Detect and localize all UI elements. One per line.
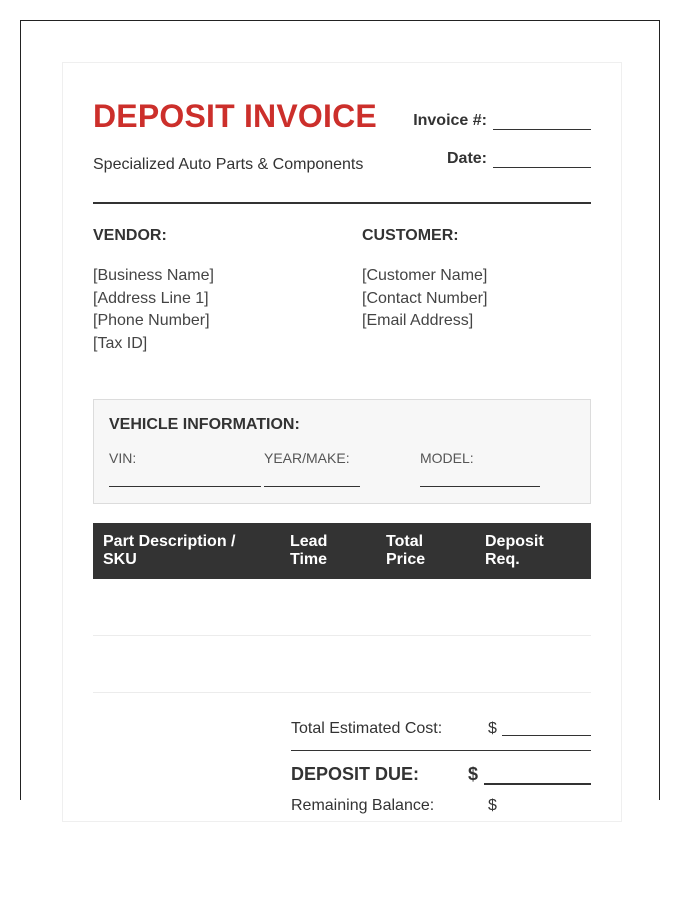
total-estimated-label: Total Estimated Cost: [291,720,443,737]
customer-email: [Email Address] [362,312,474,329]
deposit-due-label: DEPOSIT DUE: [291,764,420,784]
model-label: MODEL: [420,450,474,466]
vendor-tax-id: [Tax ID] [93,334,148,352]
date-field[interactable] [447,150,591,168]
table-row [93,692,591,693]
year-make-field[interactable] [264,450,350,466]
vin-label: VIN: [109,450,137,466]
invoice-number-label: Invoice #: [413,112,487,129]
model-blank[interactable] [420,486,540,487]
invoice-number-blank[interactable] [493,113,591,130]
parts-table-header [93,523,591,579]
column-lead-time: Lead Time [290,533,328,568]
model-field[interactable] [420,450,474,466]
invoice-number-field[interactable] [413,112,591,130]
vehicle-heading: VEHICLE INFORMATION: [109,416,300,433]
customer-name: [Customer Name] [362,267,488,284]
date-label: Date: [446,150,487,167]
customer-section [362,227,602,333]
vendor-heading: VENDOR: [93,227,167,244]
document-page [20,20,660,814]
company-subtitle: Specialized Auto Parts & Components [93,156,364,173]
column-part-description: Part Description / SKU [103,533,236,568]
customer-contact: [Contact Number] [362,289,488,307]
totals-divider [291,750,591,751]
column-deposit-req: Deposit Req. [485,533,544,568]
total-estimated-blank[interactable] [502,735,591,736]
invoice-card [62,62,622,822]
remaining-balance-label: Remaining Balance: [291,797,435,814]
year-make-blank[interactable] [264,486,360,487]
vendor-address: [Address Line 1] [93,289,209,307]
year-make-label: YEAR/MAKE: [264,450,350,466]
total-estimated-currency: $ [488,720,497,737]
date-blank[interactable] [493,151,591,168]
vin-blank[interactable] [109,486,261,487]
deposit-due-blank[interactable] [484,783,591,785]
customer-heading: CUSTOMER: [362,227,459,244]
remaining-balance-currency: $ [488,797,497,814]
vendor-section [93,227,333,355]
deposit-due-currency: $ [468,764,479,784]
vendor-phone: [Phone Number] [93,312,210,329]
column-total-price: Total Price [386,533,426,568]
invoice-title: DEPOSIT INVOICE [93,98,377,134]
table-row [93,635,591,636]
vin-field[interactable] [109,450,136,466]
vendor-business-name: [Business Name] [93,267,214,284]
header-divider [93,202,591,204]
vehicle-info-box [93,399,591,504]
